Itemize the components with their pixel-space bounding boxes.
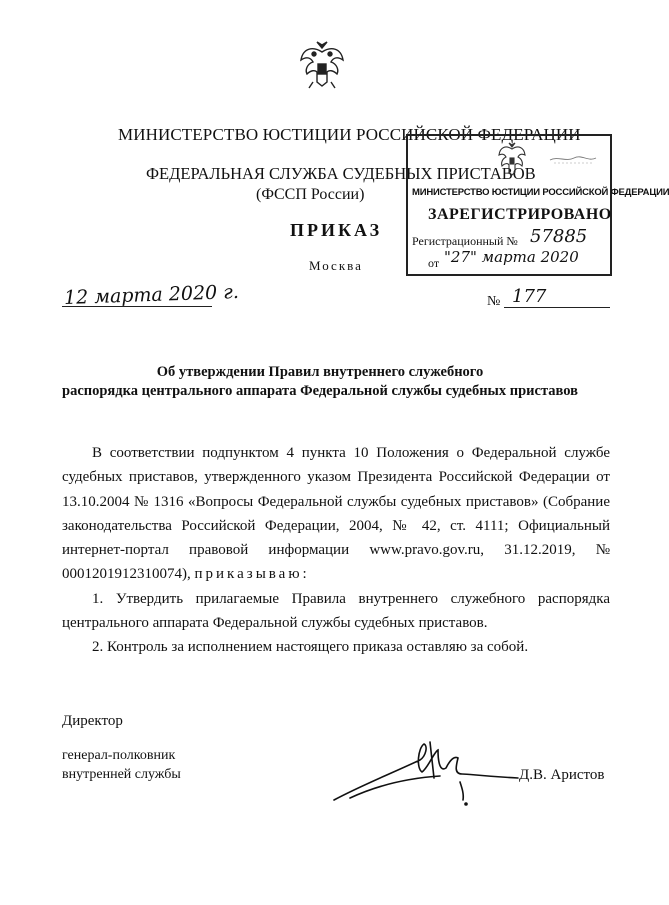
stamp-reg-number: 57885 xyxy=(530,226,588,247)
russian-coat-of-arms-icon xyxy=(299,38,345,90)
signer-rank-line1: генерал-полковник xyxy=(62,748,176,763)
service-name: ФЕДЕРАЛЬНАЯ СЛУЖБА СУДЕБНЫХ ПРИСТАВОВ xyxy=(146,164,536,183)
order-item-1: 1. Утвердить прилагаемые Правила внутреннего служебного распорядка центрального аппарата Федеральной службы судебных приставов. xyxy=(62,590,610,632)
stamp-status: ЗАРЕГИСТРИРОВАНО xyxy=(428,206,612,223)
handwritten-signature xyxy=(330,738,520,810)
order-item-2: 2. Контроль за исполнением настоящего приказа оставляю за собой. xyxy=(92,639,529,656)
stamp-ministry: МИНИСТЕРСТВО ЮСТИЦИИ РОССИЙСКОЙ ФЕДЕРАЦИИ xyxy=(412,187,669,198)
preamble-text: В соответствии подпунктом 4 пункта 10 Положения о Федеральной службе судебных приставов, утвержденного указом Президента Российской Федерации от 13.10.2004 № 1316 «Вопросы Федеральной службы судебных приставов» (Собрание законодательства Российской Федерации, 2004, № 42, ст. 4111; Официальный интернет-портал правовой информации www.pravo.gov.ru, 31.12.2019, № 0001201912310074), xyxy=(62,445,610,583)
order-word: приказываю: xyxy=(194,566,310,583)
document-body xyxy=(62,441,610,660)
order-number-label: № xyxy=(487,294,501,309)
service-abbreviation: (ФССП России) xyxy=(256,186,365,203)
stamp-emblem-icon xyxy=(497,141,527,179)
signer-name: Д.В. Аристов xyxy=(519,767,605,783)
ministry-name: МИНИСТЕРСТВО ЮСТИЦИИ РОССИЙСКОЙ ФЕДЕРАЦИИ xyxy=(118,125,581,144)
stamp-top-border xyxy=(406,134,610,136)
preamble-paragraph xyxy=(62,441,610,587)
date-underline xyxy=(62,306,212,307)
order-date: 12 марта 2020 г. xyxy=(63,280,240,310)
signer-position: Директор xyxy=(62,713,123,729)
number-underline xyxy=(504,307,610,308)
document-city: Москва xyxy=(309,258,363,273)
document-title-line1: Об утверждении Правил внутреннего служебного xyxy=(156,364,484,380)
order-number: 177 xyxy=(512,286,547,307)
stamp-reg-label: Регистрационный № xyxy=(412,234,518,248)
stamp-date: "27" марта 2020 xyxy=(444,248,579,266)
document-title-line2: распорядка центрального аппарата Федеральной службы судебных приставов xyxy=(62,383,578,399)
stamp-date-label: от xyxy=(428,256,440,270)
stamp-decoration-icon xyxy=(548,152,598,166)
document-type: ПРИКАЗ xyxy=(290,220,383,240)
signer-rank-line2: внутренней службы xyxy=(62,767,181,782)
